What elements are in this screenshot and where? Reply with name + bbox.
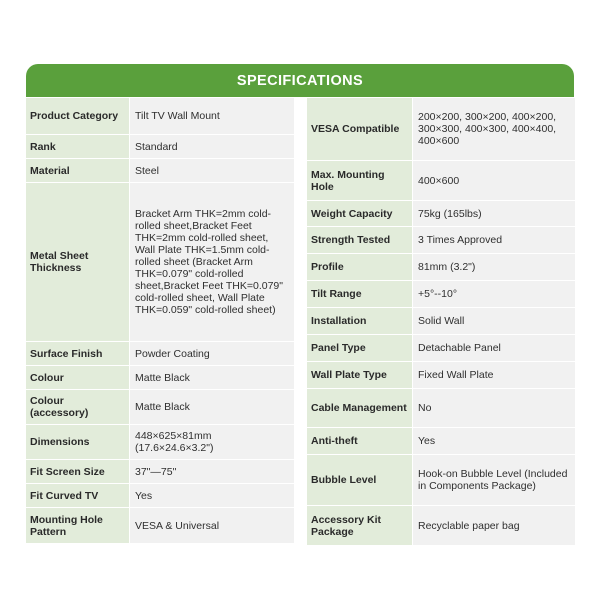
spec-value: Matte Black	[129, 366, 294, 389]
spec-value: Fixed Wall Plate	[412, 362, 575, 388]
spec-value: Bracket Arm THK=2mm cold-rolled sheet,Bracket Feet THK=2mm cold-rolled sheet, Wall Plate THK=1.5mm cold-rolled sheet (Bracket Arm THK=0.079" cold-rolled sheet,Bracket Feet THK=0.079" cold-rolled sheet, Wall Plate THK=0.059" cold-rolled sheet)	[129, 183, 294, 341]
spec-value: 448×625×81mm (17.6×24.6×3.2")	[129, 425, 294, 459]
spec-value: 3 Times Approved	[412, 227, 575, 253]
spec-label: Anti-theft	[307, 428, 412, 454]
spec-value: 37"—75"	[129, 460, 294, 483]
spec-value: Tilt TV Wall Mount	[129, 98, 294, 134]
spec-label: Installation	[307, 308, 412, 334]
spec-label: Max. Mounting Hole	[307, 161, 412, 200]
table-row	[26, 98, 294, 135]
spec-label: Bubble Level	[307, 455, 412, 505]
table-row	[307, 506, 575, 546]
spec-label: Fit Screen Size	[26, 460, 129, 483]
spec-label: Profile	[307, 254, 412, 280]
table-row	[26, 342, 294, 366]
spec-label: VESA Compatible	[307, 98, 412, 160]
right-spec-table	[307, 98, 575, 546]
table-row	[26, 484, 294, 508]
spec-label: Weight Capacity	[307, 201, 412, 226]
spec-value: No	[412, 389, 575, 427]
spec-label: Colour (accessory)	[26, 390, 129, 424]
spec-value: Powder Coating	[129, 342, 294, 365]
spec-label: Wall Plate Type	[307, 362, 412, 388]
table-row	[26, 366, 294, 390]
table-row	[307, 362, 575, 389]
spec-value: Yes	[129, 484, 294, 507]
table-row	[307, 428, 575, 455]
spec-label: Product Category	[26, 98, 129, 134]
left-spec-table	[26, 98, 294, 544]
table-row	[26, 425, 294, 460]
spec-value: VESA & Universal	[129, 508, 294, 543]
spec-value: 200×200, 300×200, 400×200, 300×300, 400×300, 400×400, 400×600	[412, 98, 575, 160]
table-row	[26, 135, 294, 159]
table-row	[26, 183, 294, 342]
spec-label: Fit Curved TV	[26, 484, 129, 507]
spec-value: Standard	[129, 135, 294, 158]
table-row	[307, 281, 575, 308]
table-row	[307, 201, 575, 227]
spec-value: Recyclable paper bag	[412, 506, 575, 545]
table-row	[307, 254, 575, 281]
spec-value: Yes	[412, 428, 575, 454]
spec-value: Solid Wall	[412, 308, 575, 334]
table-row	[307, 161, 575, 201]
spec-value: Hook-on Bubble Level (Included in Components Package)	[412, 455, 575, 505]
spec-label: Cable Management	[307, 389, 412, 427]
spec-label: Colour	[26, 366, 129, 389]
table-row	[307, 308, 575, 335]
table-row	[307, 98, 575, 161]
spec-value: Matte Black	[129, 390, 294, 424]
table-row	[307, 455, 575, 506]
spec-value: Steel	[129, 159, 294, 182]
spec-label: Surface Finish	[26, 342, 129, 365]
spec-label: Metal Sheet Thickness	[26, 183, 129, 341]
table-row	[307, 389, 575, 428]
spec-value: 81mm (3.2")	[412, 254, 575, 280]
spec-label: Panel Type	[307, 335, 412, 361]
table-row	[307, 335, 575, 362]
spec-label: Mounting Hole Pattern	[26, 508, 129, 543]
spec-label: Material	[26, 159, 129, 182]
table-row	[26, 390, 294, 425]
table-row	[26, 159, 294, 183]
table-row	[26, 508, 294, 544]
spec-value: 400×600	[412, 161, 575, 200]
spec-label: Rank	[26, 135, 129, 158]
table-row	[26, 460, 294, 484]
specifications-title: SPECIFICATIONS	[236, 72, 364, 89]
specifications-header	[26, 64, 574, 97]
spec-value: 75kg (165lbs)	[412, 201, 575, 226]
table-row	[307, 227, 575, 254]
spec-value: Detachable Panel	[412, 335, 575, 361]
spec-label: Strength Tested	[307, 227, 412, 253]
spec-label: Tilt Range	[307, 281, 412, 307]
spec-value: +5°--10°	[412, 281, 575, 307]
spec-label: Accessory Kit Package	[307, 506, 412, 545]
spec-label: Dimensions	[26, 425, 129, 459]
